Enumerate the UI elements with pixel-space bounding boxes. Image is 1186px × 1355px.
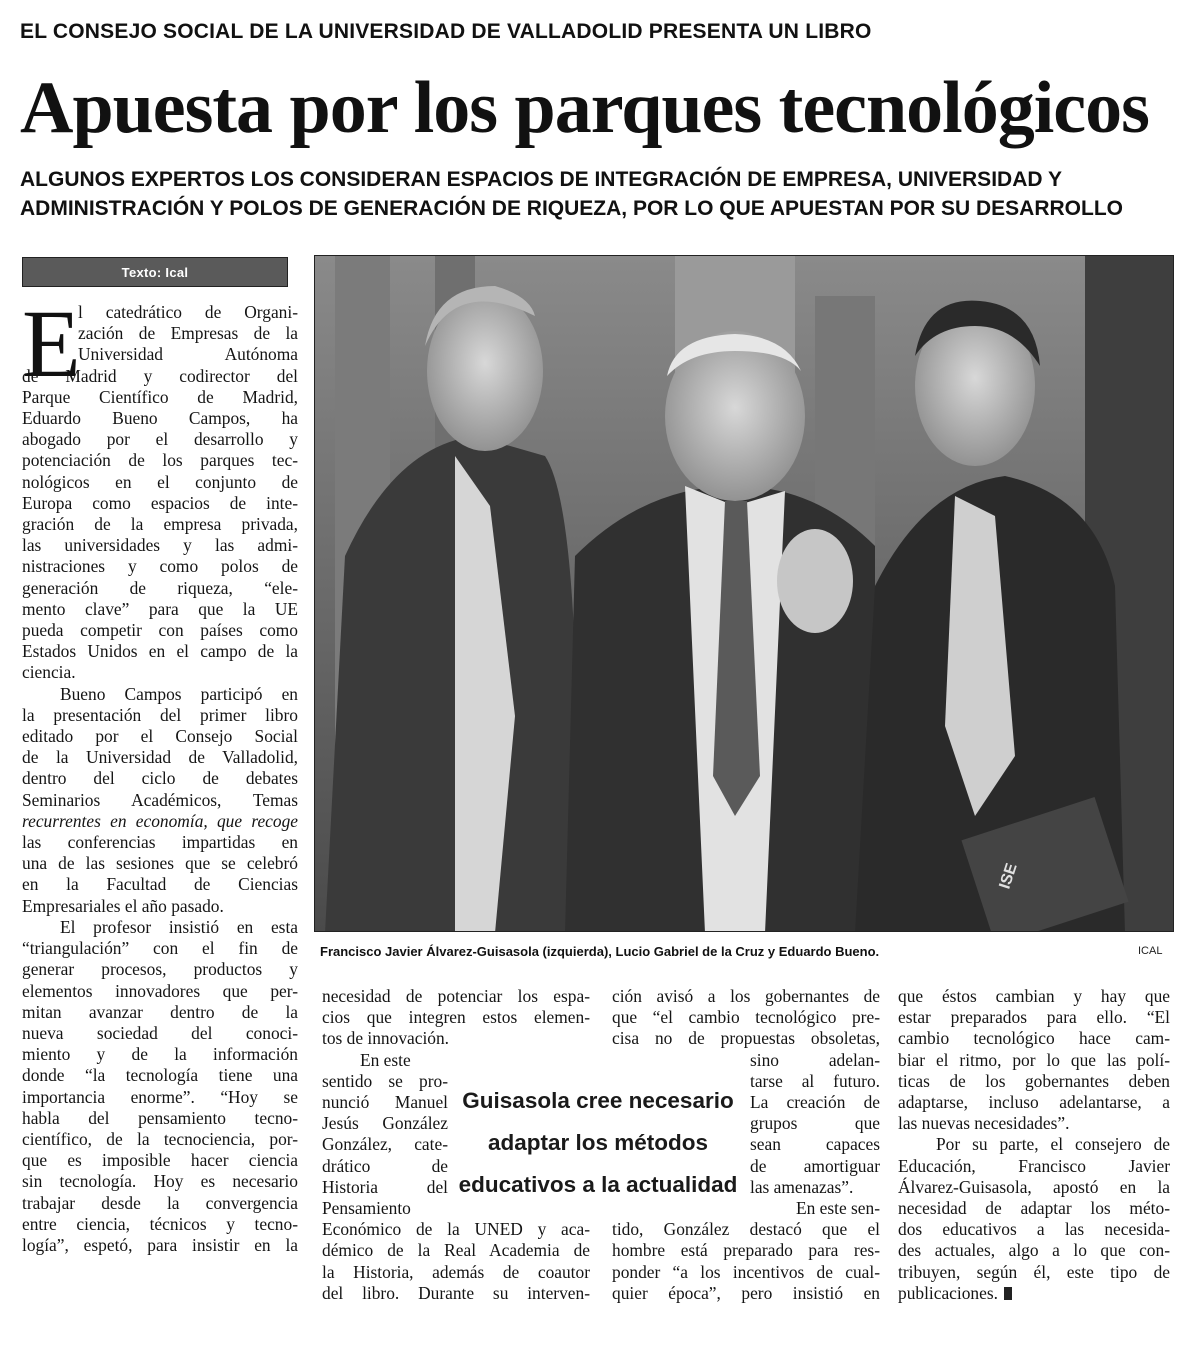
wrap-around-pullquote [750,1050,880,1220]
text-line: tos de innovación. [322,1028,450,1049]
text-line: nunció Manuel [322,1092,448,1113]
text-line: dentro del ciclo de debates [22,768,298,789]
text-line: las amenazas”. [750,1176,854,1197]
pull-quote [452,1080,744,1206]
text-line: Álvarez-Guisasola, apostó en la [898,1176,1170,1197]
text-line: entre ciencia, técnicos y tecno- [22,1213,298,1234]
text-line: “triangulación” con el fin de [22,938,298,959]
text-line: que es imposible hacer ciencia [22,1150,298,1171]
text-line: de Madrid y codirector del [22,365,298,386]
text-line: dos educativos a las necesida- [898,1219,1170,1240]
text-line: necesidad de potenciar los espa- [322,986,590,1006]
pull-quote-line: adaptar los métodos [487,1130,709,1155]
text-line [898,1283,1170,1304]
text-line: drático de [322,1155,448,1176]
drop-cap: E [22,290,81,397]
text-line: Jesús González [322,1113,448,1134]
text-line: generación de riqueza, “ele- [22,577,298,598]
article-column-4 [898,986,1170,1304]
text-line: que “el cambio tecnológico pre- [612,1007,880,1028]
paragraph-3 [22,917,298,1256]
deck [20,165,1170,223]
deck-line: ADMINISTRACIÓN Y POLOS DE GENERACIÓN DE RIQUEZA, POR LO QUE APUESTAN POR SU DESARROLLO [20,197,1123,220]
pull-quote-line: Guisasola cree necesario [462,1088,734,1113]
byline-bar [22,257,288,287]
text-line: nueva sociedad del conoci- [22,1022,298,1043]
text-line: las nuevas necesidades”. [898,1113,1070,1134]
text-line: una de las sesiones que se celebró [22,853,298,874]
byline: Texto: Ical [121,264,189,280]
text-line: adaptarse, incluso adelantarse, a [898,1092,1170,1113]
text-line: las universidades y las admi- [22,535,298,556]
text-line: biar el ritmo, por lo que las polí- [898,1049,1170,1070]
text-line: recurrentes en economía, que recoge [22,810,298,831]
text-line: la presentación del primer libro [22,704,298,725]
text-line: donde “la tecnología tiene una [22,1065,298,1086]
text-line: editado por el Consejo Social [22,726,298,747]
photo-credit: ICAL [1138,945,1163,957]
text-end: publicaciones. [898,1282,998,1303]
text-line: Parque Científico de Madrid, [22,386,298,407]
text-line: Empresariales el año pasado. [22,895,224,916]
text-line: Historia del [322,1176,448,1197]
text-line: ciencia. [22,662,76,683]
end-mark-icon [1004,1287,1012,1300]
text-line: potenciación de los parques tec- [22,450,298,471]
text-line: mento clave” para que la UE [22,598,298,619]
text-line: las conferencias impartidas en [22,832,298,853]
text-line: que éstos cambian y hay que [898,986,1170,1006]
text-line: ponder “a los incentivos de cual- [612,1261,880,1282]
text-line: generar procesos, productos y [22,959,298,980]
text-line: En este [360,1049,411,1070]
text-line: Estados Unidos en el campo de la [22,641,298,662]
text-line: mitan avanzar dentro de la [22,1001,298,1022]
text-line: l catedrático de Organi- [78,302,298,322]
wrap-around-pullquote [322,1050,448,1220]
book-label: ISE [996,861,1021,892]
text-line: importancia enorme”. “Hoy se [22,1086,298,1107]
text-line: tido, González destacó que el [612,1219,880,1240]
text-line: cios que integren estos elemen- [322,1007,590,1028]
text-line: González, cate- [322,1134,448,1155]
text-line: Universidad Autónoma [78,344,298,365]
text-line: sin tecnología. Hoy es necesario [22,1171,298,1192]
text-line: sean capaces [750,1134,880,1155]
text-line: Eduardo Bueno Campos, ha [22,408,298,429]
deck-line: ALGUNOS EXPERTOS LOS CONSIDERAN ESPACIOS DE INTEGRACIÓN DE EMPRESA, UNIVERSIDAD Y [20,168,1062,191]
text-line: cambio tecnológico hace cam- [898,1028,1170,1049]
text-line: la Historia, además de coautor [322,1261,590,1282]
text-line: del libro. Durante su interven- [322,1282,590,1303]
text-line: Pensamiento [322,1198,411,1219]
text-line: sentido se pro- [322,1070,448,1091]
text-line: Económico de la UNED y aca- [322,1219,590,1240]
paragraph-1 [22,366,298,684]
text-line: habla del pensamiento tecno- [22,1107,298,1128]
text-line: Por su parte, el consejero de [936,1134,1170,1155]
text-line: Bueno Campos participó en [60,683,298,704]
text-line: tarse al futuro. [750,1070,880,1091]
text-line: logía”, espetó, para insistir en la [22,1234,298,1255]
text-line: científico, de la tecnociencia, por- [22,1128,298,1149]
text-line: des actuales, algo a lo que con- [898,1240,1170,1261]
article-column-1 [22,290,298,1256]
text-line: pueda competir con países como [22,620,298,641]
text-line: hombre está preparado para res- [612,1240,880,1261]
text-line: quier época”, pero insistió en [612,1282,880,1303]
text-line: miento y de la información [22,1044,298,1065]
text-line: estar preparados para ello. “El [898,1007,1170,1028]
headline: Apuesta por los parques tecnológicos [20,67,1149,149]
text-line: démico de la Real Academia de [322,1240,590,1261]
text-line: ción avisó a los gobernantes de [612,986,880,1006]
text-line: zación de Empresas de la [78,323,298,344]
text-line: abogado por el desarrollo y [22,429,298,450]
text-line: Europa como espacios de inte- [22,492,298,513]
text-line: cisa no de propuestas obsoletas, [612,1028,880,1049]
text-line: Educación, Francisco Javier [898,1155,1170,1176]
photo-caption: Francisco Javier Álvarez-Guisasola (izquierda), Lucio Gabriel de la Cruz y Eduardo Bueno. [320,944,880,959]
text-line: En este sen- [795,1198,880,1219]
photo-illustration [315,256,1174,932]
kicker: EL CONSEJO SOCIAL DE LA UNIVERSIDAD DE VALLADOLID PRESENTA UN LIBRO [20,20,872,43]
article-photo [314,255,1174,932]
text-line: ticas de los gobernantes deben [898,1070,1170,1091]
text-line: El profesor insistió en esta [60,916,298,937]
paragraph-2 [22,684,298,917]
text-line: Seminarios Académicos, Temas [22,789,298,810]
text-line: en la Facultad de Ciencias [22,874,298,895]
text-line: de la Universidad de Valladolid, [22,747,298,768]
pull-quote-line: educativos a la actualidad [458,1172,738,1197]
text-line: La creación de [750,1092,880,1113]
text-line: necesidad de adaptar los méto- [898,1198,1170,1219]
text-line: gración de la empresa privada, [22,514,298,535]
text-line: trabajar desde la convergencia [22,1192,298,1213]
text-line: sino adelan- [750,1049,880,1070]
text-line: tribuyen, según él, este tipo de [898,1261,1170,1282]
text-line: nistraciones y como polos de [22,556,298,577]
text-line: de amortiguar [750,1155,880,1176]
text-line: grupos que [750,1113,880,1134]
text-line: elementos innovadores que per- [22,980,298,1001]
text-line: nológicos en el conjunto de [22,471,298,492]
